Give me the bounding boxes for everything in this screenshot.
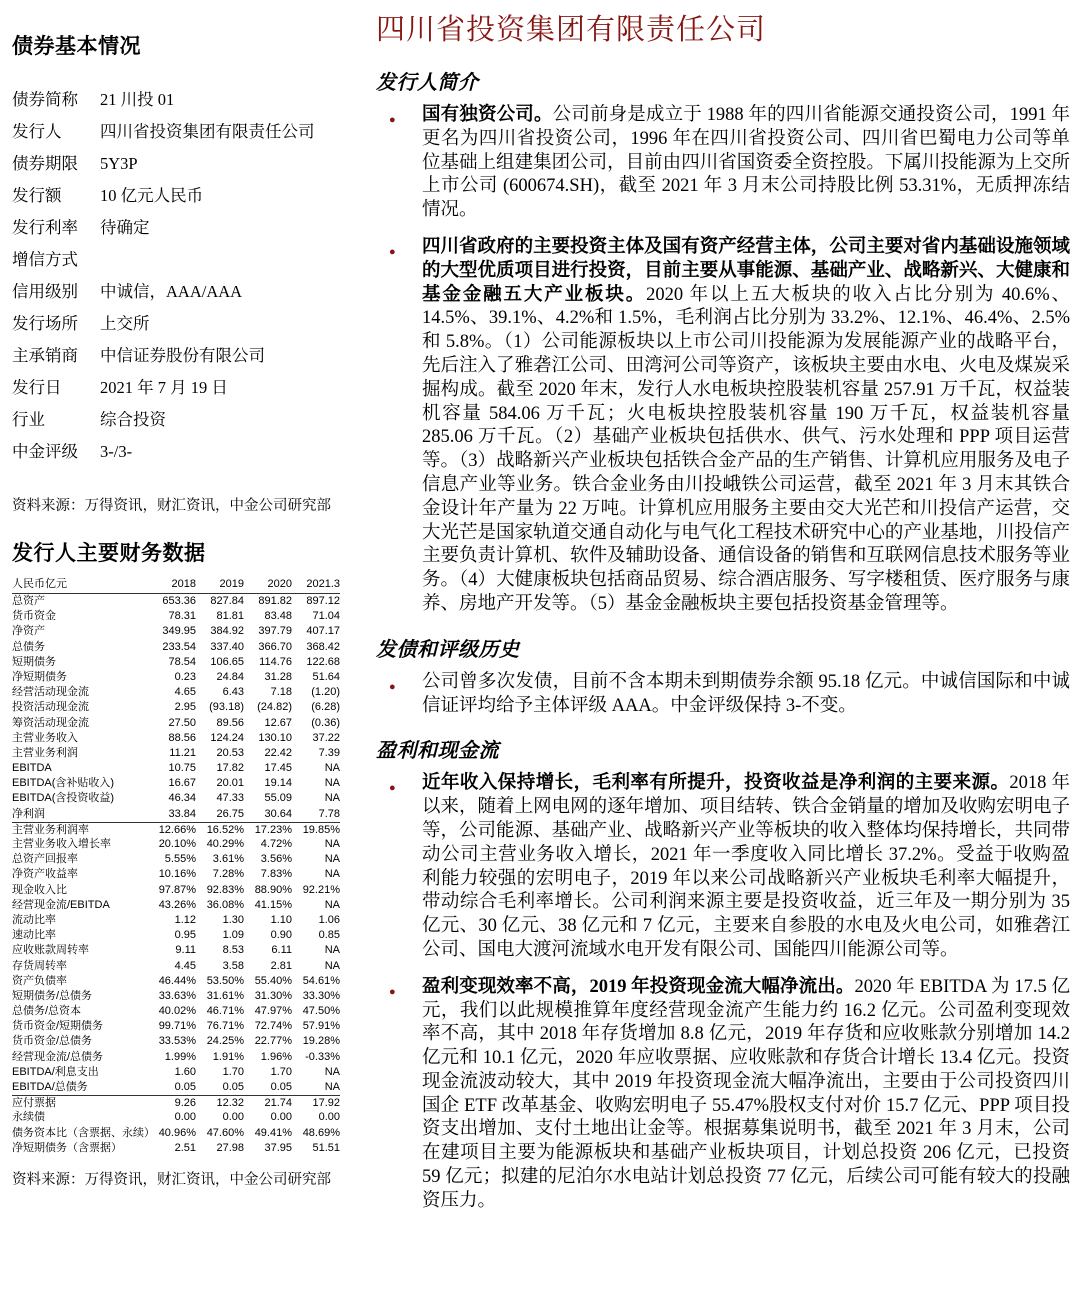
financials-value: 106.65 (210, 655, 244, 668)
financials-value: (1.20) (311, 686, 340, 699)
financials-value: 43.26% (158, 898, 196, 911)
bond-info-label: 发行利率 (12, 218, 78, 237)
financials-value: 0.00 (174, 1111, 196, 1124)
bullet-item (376, 104, 1070, 223)
bullet-list (376, 671, 1070, 719)
financials-value: 1.09 (222, 929, 244, 942)
bond-info-value: 中信证券股份有限公司 (100, 346, 265, 365)
bullet-text: 2018 年以来，随着上网电网的逐年增加、项目结转、铁合金销量的增加及收购宏明电子等，公司能源、基础产业、战略新兴产业等板块的收入整体均保持增长，共同带动公司主营业务收入增长，2021 年一季度收入同比增长 37.2%。受益于收购盈利能力较强的宏明电子，2019 年以来公司战略新兴产业板块毛利率大幅提升，带动综合毛利率增长。公司利润来源主要是投资收益，近三年及一期分别为 35 亿元、30 亿元、38 亿元和 7 亿元，主要来自参股的水电及火电公司，如雅砻江公司、国电大渡河流域水电开发有限公司、国能四川能源公司等。 (422, 773, 1070, 960)
financials-value: 78.31 (168, 610, 196, 623)
financials-value: 130.10 (258, 731, 292, 744)
bond-info-label: 债券期限 (12, 154, 78, 173)
financials-row (12, 791, 340, 806)
financials-row (12, 594, 340, 609)
financials-row (12, 1126, 340, 1141)
financials-value: 397.79 (258, 625, 292, 638)
bond-info-row (12, 180, 348, 212)
financials-row-label: 筹资活动现金流 (12, 716, 89, 729)
financials-value: 31.30% (254, 989, 292, 1002)
financials-unit-label: 人民币亿元 (12, 578, 67, 590)
bond-info-label: 发行日 (12, 378, 62, 397)
bullet-bold-lead: 国有独资公司。 (422, 105, 553, 125)
financials-value: 891.82 (258, 595, 292, 607)
financials-value: NA (324, 762, 340, 775)
financials-value: 30.64 (264, 807, 292, 820)
financials-row-label: 应收账款周转率 (12, 944, 89, 957)
financials-row (12, 807, 340, 822)
financials-value: 97.87% (158, 883, 196, 896)
financials-row (12, 943, 340, 958)
bond-info-label: 主承销商 (12, 346, 78, 365)
bond-info-row (12, 116, 348, 148)
financials-row-label: 主营业务收入 (12, 731, 78, 744)
financials-value: 22.42 (264, 746, 292, 759)
financials-value: 6.11 (271, 944, 292, 957)
financials-value: (93.18) (209, 701, 244, 714)
section-heading: 发行人简介 (376, 72, 479, 94)
financials-value: 72.74% (254, 1020, 292, 1033)
financials-value: 54.61% (302, 974, 340, 987)
financials-value: 2.51 (174, 1141, 196, 1154)
financials-value: 20.01 (216, 777, 244, 790)
financials-value: 76.71% (206, 1020, 244, 1033)
financials-value: 1.96% (260, 1050, 292, 1063)
financials-value: 7.78 (318, 807, 340, 820)
sidebar (12, 8, 348, 1294)
financials-value: 12.32 (216, 1097, 244, 1110)
financials-row-label: EBITDA(含投资收益) (12, 792, 115, 805)
financials-value: NA (324, 777, 340, 790)
bullet-item (376, 772, 1070, 962)
financials-value: (0.36) (311, 716, 340, 729)
financials-row-label: 净资产收益率 (12, 868, 78, 881)
financials-value: 3.56% (260, 853, 292, 866)
bullet-item (376, 976, 1070, 1214)
financials-value: 1.06 (318, 913, 340, 926)
bond-info-label: 增信方式 (12, 250, 78, 269)
bond-info-heading: 债券基本情况 (12, 35, 141, 58)
financials-value: 0.05 (270, 1081, 292, 1093)
financials-row-label: EBITDA/总债务 (12, 1081, 88, 1093)
financials-value: 0.05 (222, 1081, 244, 1093)
financials-row (12, 609, 340, 624)
financials-row-label: EBITDA(含补贴收入) (12, 777, 115, 790)
financials-value: NA (324, 792, 340, 805)
financials-value: 5.55% (164, 853, 196, 866)
financials-row-label: 短期债务 (12, 655, 56, 668)
bond-info-value: 四川省投资集团有限责任公司 (100, 122, 315, 141)
bond-info-row (12, 244, 348, 276)
financials-value: 1.12 (174, 913, 196, 926)
financials-value: 12.67 (264, 716, 292, 729)
financials-row-label: 主营业务利润率 (12, 823, 89, 836)
bullet-bold-lead: 盈利变现效率不高，2019 年投资现金流大幅净流出。 (422, 976, 855, 997)
financials-value: 22.77% (254, 1035, 292, 1048)
financials-row (12, 746, 340, 761)
financials-row-label: 存货周转率 (12, 959, 67, 972)
financials-value: 99.71% (158, 1020, 196, 1033)
bond-info-label: 中金评级 (12, 442, 78, 461)
financials-row-label: 投资活动现金流 (12, 701, 89, 714)
bond-info-list (12, 84, 348, 468)
financials-row-label: 经营现金流/总债务 (12, 1050, 104, 1063)
financials-value: 17.82 (216, 762, 244, 775)
financials-column-header: 2018 (171, 578, 196, 590)
financials-value: 33.53% (158, 1035, 196, 1048)
financials-row-label: 经营活动现金流 (12, 686, 89, 699)
financials-value: 81.81 (216, 610, 244, 623)
financials-row-label: 应付票据 (12, 1097, 56, 1110)
financials-value: 47.97% (254, 1005, 292, 1018)
financials-row (12, 1095, 340, 1110)
bullet-list (376, 772, 1070, 1213)
financials-value: 48.69% (302, 1126, 340, 1139)
financials-value: 0.85 (318, 929, 340, 942)
financials-value: 366.70 (258, 640, 292, 653)
financials-value: 88.56 (168, 731, 196, 744)
financials-row (12, 867, 340, 882)
bond-info-value: 综合投资 (100, 410, 166, 429)
financials-row (12, 1141, 340, 1156)
financials-table (12, 576, 340, 1156)
financials-value: 233.54 (162, 640, 196, 653)
bond-info-label: 发行人 (12, 122, 62, 141)
financials-value: 57.91% (302, 1020, 340, 1033)
financials-value: 10.75 (168, 762, 196, 775)
financials-value: 20.10% (158, 838, 196, 850)
financials-value: 40.29% (206, 838, 244, 850)
financials-value: 1.60 (174, 1065, 196, 1078)
financials-value: NA (324, 838, 340, 850)
financials-value: 55.09 (264, 792, 292, 805)
bond-info-row (12, 404, 348, 436)
financials-value: 17.92 (312, 1097, 340, 1110)
bond-info-row (12, 372, 348, 404)
financials-row (12, 1019, 340, 1034)
financials-row (12, 1004, 340, 1019)
bond-info-value (100, 244, 348, 276)
section-heading: 盈利和现金流 (376, 740, 499, 763)
bond-info-value: 3-/3- (100, 442, 133, 461)
financials-row (12, 624, 340, 639)
financials-column-header: 2020 (267, 578, 292, 590)
financials-value: 0.95 (174, 929, 196, 942)
financials-value: NA (324, 898, 340, 911)
financials-value: 40.02% (158, 1005, 196, 1018)
financials-value: 49.41% (254, 1126, 292, 1139)
financials-row (12, 837, 340, 852)
bond-info-row (12, 340, 348, 372)
bond-info-value: 中诚信，AAA/AAA (100, 282, 243, 301)
bullet-text: 2020 年 EBITDA 为 17.5 亿元，我们以此规模推算年度经营现金流产生能力约 16.2 亿元。公司盈利变现效率不高，其中 2018 年存货增加 8.8 亿元，2019 年存货和应收账款分别增加 14.2 亿元和 10.1 亿元，2020 年应收票据、应收账款和存货合计增长 13.4 亿元。投资现金流波动较大，其中 2019 年投资现金流大幅净流出，主要由于公司投资四川国企 ETF 改革基金、收购宏明电子 55.47%股权支付对价 15.7 亿元、PPP 项目投资支出增加、支付土地出让金等。根据募集说明书，截至 2021 年 3 月末，公司在建项目主要为能源板块和基础产业板块项目，计划总投资 206 亿元，已投资 59 亿元；拟建的尼泊尔水电站计划总投资 77 亿元，后续公司可能有较大的投融资压力。 (422, 976, 1070, 1211)
bond-info-row (12, 212, 348, 244)
financials-row (12, 670, 340, 685)
financials-value: 24.84 (216, 670, 244, 683)
financials-row (12, 1065, 340, 1080)
financials-value: 9.26 (174, 1097, 196, 1110)
financials-row (12, 685, 340, 700)
financials-value: 0.00 (270, 1111, 292, 1124)
financials-value: 47.33 (216, 792, 244, 805)
financials-value: 92.21% (302, 883, 340, 896)
financials-row (12, 822, 340, 837)
financials-value: 7.18 (270, 686, 292, 699)
financials-row-label: 总债务/总资本 (12, 1005, 82, 1018)
financials-value: 16.52% (206, 823, 244, 836)
financials-row (12, 928, 340, 943)
bullet-bold-lead: 近年收入保持增长，毛利率有所提升，投资收益是净利润的主要来源。 (422, 773, 1010, 794)
financials-value: 31.28 (264, 670, 292, 683)
financials-value: 83.48 (264, 610, 292, 623)
financials-row-label: 速动比率 (12, 929, 56, 942)
bullet-item (376, 236, 1070, 617)
financials-value: 33.30% (302, 989, 340, 1002)
financials-header-row (12, 576, 340, 594)
financials-value: 40.96% (158, 1126, 196, 1139)
financials-row-label: 净短期债务 (12, 670, 67, 683)
financials-value: 4.72% (260, 838, 292, 850)
financials-value: (24.82) (257, 701, 292, 714)
financials-row (12, 1110, 340, 1125)
financials-value: 1.99% (164, 1050, 196, 1063)
financials-row (12, 640, 340, 655)
financials-row-label: 货币资金/总债务 (12, 1035, 93, 1048)
main-content (348, 8, 1070, 1294)
financials-row (12, 989, 340, 1004)
financials-value: 897.12 (306, 595, 340, 607)
financials-value: 1.70 (270, 1065, 292, 1078)
financials-source: 资料来源：万得资讯，财汇资讯，中金公司研究部 (12, 1171, 331, 1188)
financials-value: 368.42 (306, 640, 340, 653)
financials-value: 71.04 (312, 610, 340, 623)
financials-row (12, 761, 340, 776)
financials-row-label: 净利润 (12, 807, 45, 820)
financials-row-label: 主营业务收入增长率 (12, 838, 111, 850)
financials-column-header: 2021.3 (306, 578, 340, 590)
financials-value: 33.84 (168, 807, 196, 820)
financials-row-label: 总资产回报率 (12, 853, 78, 866)
financials-value: 0.90 (270, 929, 292, 942)
financials-value: 53.50% (206, 974, 244, 987)
bond-info-row (12, 436, 348, 468)
financials-row (12, 1080, 340, 1095)
financials-value: 0.23 (174, 670, 196, 683)
financials-value: 46.34 (168, 792, 196, 805)
financials-row-label: 总债务 (12, 640, 45, 653)
financials-value: 51.51 (312, 1141, 340, 1154)
bullet-text: 公司曾多次发债，目前不含本期未到期债券余额 95.18 亿元。中诚信国际和中诚信证评均给予主体评级 AAA。中金评级保持 3-不变。 (422, 671, 1070, 716)
financials-value: 11.21 (169, 746, 196, 759)
financials-value: 337.40 (210, 640, 244, 653)
bond-info-row (12, 84, 348, 116)
financials-value: 19.14 (264, 777, 292, 790)
financials-value: 3.61% (212, 853, 244, 866)
bullet-text: 2020 年以上五大板块的收入占比分别为 40.6%、14.5%、39.1%、4.2%和 1.5%，毛利润占比分别为 33.2%、12.1%、46.4%、2.5%和 5.8%。（1）公司能源板块以上市公司川投能源为发展能源产业的战略平台，先后注入了雅砻江公司、田湾河公司等资产，该板块主要由水电、火电及煤炭采掘构成。截至 2020 年末，发行人水电板块控股装机容量 257.91 万千瓦，权益装机容量 584.06 万千瓦；火电板块控股装机容量 190 万千瓦，权益装机容量 285.06 万千瓦。（2）基础产业板块包括供水、供气、污水处理和 PPP 项目运营等。（3）战略新兴产业板块包括铁合金产品的生产销售、计算机应用服务及电子信息产业等业务。铁合金业务由川投峨铁公司运营，截至 2021 年 3 月末其铁合金设计年产量为 22 万吨。计算机应用服务主要由交大光芒和川投信产运营，交大光芒是国家轨道交通自动化与电气化工程技术研究中心的产业基地，川投信产主要负责计算机、软件及辅助设备、通信设备的销售和互联网信息技术服务等业务。（4）大健康板块包括商品贸易、综合酒店服务、写字楼租赁、医疗服务与康养、房地产开发等。（5）基金金融板块主要包括投资基金管理等。 (422, 284, 1070, 614)
financials-value: 20.53 (216, 746, 244, 759)
financials-value: 7.28% (212, 868, 244, 881)
financials-value: NA (324, 853, 340, 866)
bond-info-row (12, 148, 348, 180)
bond-info-value: 待确定 (100, 218, 150, 237)
financials-value: NA (324, 1081, 340, 1093)
financials-row-label: 现金收入比 (12, 883, 67, 896)
financials-value: 2.81 (270, 959, 292, 972)
bond-info-value: 10 亿元人民币 (100, 186, 204, 205)
financials-value: 36.08% (206, 898, 244, 911)
financials-value: 21.74 (264, 1097, 292, 1110)
financials-row-label: EBITDA (12, 762, 52, 775)
financials-row (12, 776, 340, 791)
bond-info-label: 信用级别 (12, 282, 78, 301)
section-heading: 发债和评级历史 (376, 638, 520, 661)
financials-row (12, 1034, 340, 1049)
financials-value: 47.50% (302, 1005, 340, 1018)
financials-row-label: 主营业务利润 (12, 746, 78, 759)
financials-heading: 发行人主要财务数据 (12, 542, 206, 565)
financials-value: -0.33% (305, 1050, 340, 1063)
financials-value: 827.84 (210, 595, 244, 607)
financials-row (12, 1050, 340, 1065)
financials-value: 1.70 (222, 1065, 244, 1078)
financials-row-label: 净短期债务（含票据） (12, 1141, 122, 1154)
financials-row-label: 短期债务/总债务 (12, 989, 93, 1002)
financials-value: 27.50 (168, 716, 196, 729)
bond-info-label: 行业 (12, 410, 45, 429)
financials-row (12, 959, 340, 974)
financials-value: 46.44% (158, 974, 196, 987)
financials-value: 92.83% (206, 883, 244, 896)
financials-value: 46.71% (206, 1005, 244, 1018)
financials-value: 51.64 (312, 670, 340, 683)
bond-info-value: 21 川投 01 (100, 90, 175, 109)
bond-info-source: 资料来源：万得资讯，财汇资讯，中金公司研究部 (12, 498, 331, 514)
financials-row-label: 净资产 (12, 625, 45, 638)
financials-value: 349.95 (162, 625, 196, 638)
financials-value: 12.66% (158, 823, 196, 836)
bond-info-row (12, 308, 348, 340)
bullet-item (376, 671, 1070, 719)
financials-value: 9.11 (175, 944, 196, 957)
financials-value: (6.28) (311, 701, 340, 714)
bond-info-label: 发行场所 (12, 314, 78, 333)
financials-value: 4.65 (174, 686, 196, 699)
financials-value: 89.56 (216, 716, 244, 729)
financials-value: 3.58 (222, 959, 244, 972)
financials-value: 10.16% (158, 868, 196, 881)
financials-value: 4.45 (174, 959, 196, 972)
financials-value: 88.90% (254, 883, 292, 896)
financials-value: 407.17 (306, 625, 340, 638)
bullet-bold-lead: 四川省政府的主要投资主体及国有资产经营主体，公司主要对省内基础设施领域的大型优质项目进行投资，目前主要从事能源、基础产业、战略新兴、大健康和基金金融五大产业板块。 (422, 236, 1070, 305)
financials-value: 1.91% (212, 1050, 244, 1063)
financials-value: NA (324, 1065, 340, 1078)
financials-row-label: 总资产 (12, 595, 45, 607)
financials-row-label: 经营现金流/EBITDA (12, 898, 110, 911)
financials-value: 27.98 (216, 1141, 244, 1154)
financials-row (12, 716, 340, 731)
financials-value: 16.67 (168, 777, 196, 790)
financials-value: 384.92 (210, 625, 244, 638)
financials-row-label: 永续债 (12, 1111, 45, 1124)
financials-value: 37.22 (312, 731, 340, 744)
financials-row (12, 655, 340, 670)
financials-row-label: 货币资金 (12, 610, 56, 623)
financials-row-label: EBITDA/利息支出 (12, 1065, 99, 1078)
financials-row-label: 债务资本比（含票据、永续） (12, 1126, 155, 1139)
financials-row (12, 898, 340, 913)
financials-value: 55.40% (254, 974, 292, 987)
page-title: 四川省投资集团有限责任公司 (376, 14, 767, 46)
financials-value: 26.75 (216, 807, 244, 820)
financials-row (12, 731, 340, 746)
financials-value: 653.36 (162, 595, 196, 607)
financials-value: 1.10 (270, 913, 292, 926)
financials-value: 31.61% (206, 989, 244, 1002)
financials-value: 24.25% (206, 1035, 244, 1048)
bullet-text: 公司前身是成立于 1988 年的四川省能源交通投资公司，1991 年更名为四川省投资公司，1996 年在四川省投资公司、四川省巴蜀电力公司等单位基础上组建集团公司，目前由四川省国资委全资控股。下属川投能源为上交所上市公司 (600674.SH)，截至 2021 年 3 月末公司持股比例 53.31%，无质押冻结情况。 (422, 105, 1070, 221)
financials-value: 0.00 (318, 1111, 340, 1124)
financials-value: 6.43 (222, 686, 244, 699)
financials-row-label: 货币资金/短期债务 (12, 1020, 104, 1033)
bond-info-value: 2021 年 7 月 19 日 (100, 378, 228, 397)
bullet-list (376, 104, 1070, 617)
financials-value: 17.23% (254, 823, 292, 836)
financials-value: 114.76 (259, 655, 292, 668)
financials-value: 124.24 (210, 731, 244, 744)
financials-row (12, 974, 340, 989)
financials-value: 37.95 (264, 1141, 292, 1154)
financials-row (12, 852, 340, 867)
financials-value: 19.28% (302, 1035, 340, 1048)
financials-value: 8.53 (222, 944, 244, 957)
financials-row (12, 700, 340, 715)
financials-value: 47.60% (206, 1126, 244, 1139)
bond-info-label: 债券简称 (12, 90, 78, 109)
financials-value: 0.05 (174, 1081, 196, 1093)
financials-value: 2.95 (174, 701, 196, 714)
financials-value: 33.63% (158, 989, 196, 1002)
financials-value: 78.54 (168, 655, 196, 668)
report-sections (376, 66, 1070, 1214)
financials-row-label: 资产负债率 (12, 974, 67, 987)
bond-info-value: 上交所 (100, 314, 150, 333)
financials-value: NA (324, 944, 340, 957)
bond-info-row (12, 276, 348, 308)
financials-column-header: 2019 (219, 578, 244, 590)
financials-row-label: 流动比率 (12, 913, 56, 926)
financials-value: 0.00 (222, 1111, 244, 1124)
financials-value: NA (324, 959, 340, 972)
bond-info-value: 5Y3P (100, 154, 138, 173)
financials-row (12, 913, 340, 928)
financials-value: 1.30 (222, 913, 244, 926)
financials-value: 41.15% (254, 898, 292, 911)
financials-value: 7.39 (318, 746, 340, 759)
financials-value: 122.68 (306, 655, 340, 668)
financials-value: 7.83% (260, 868, 292, 881)
bond-info-label: 发行额 (12, 186, 62, 205)
financials-row (12, 883, 340, 898)
financials-value: NA (324, 868, 340, 881)
financials-value: 19.85% (302, 823, 340, 836)
financials-value: 17.45 (264, 762, 292, 775)
